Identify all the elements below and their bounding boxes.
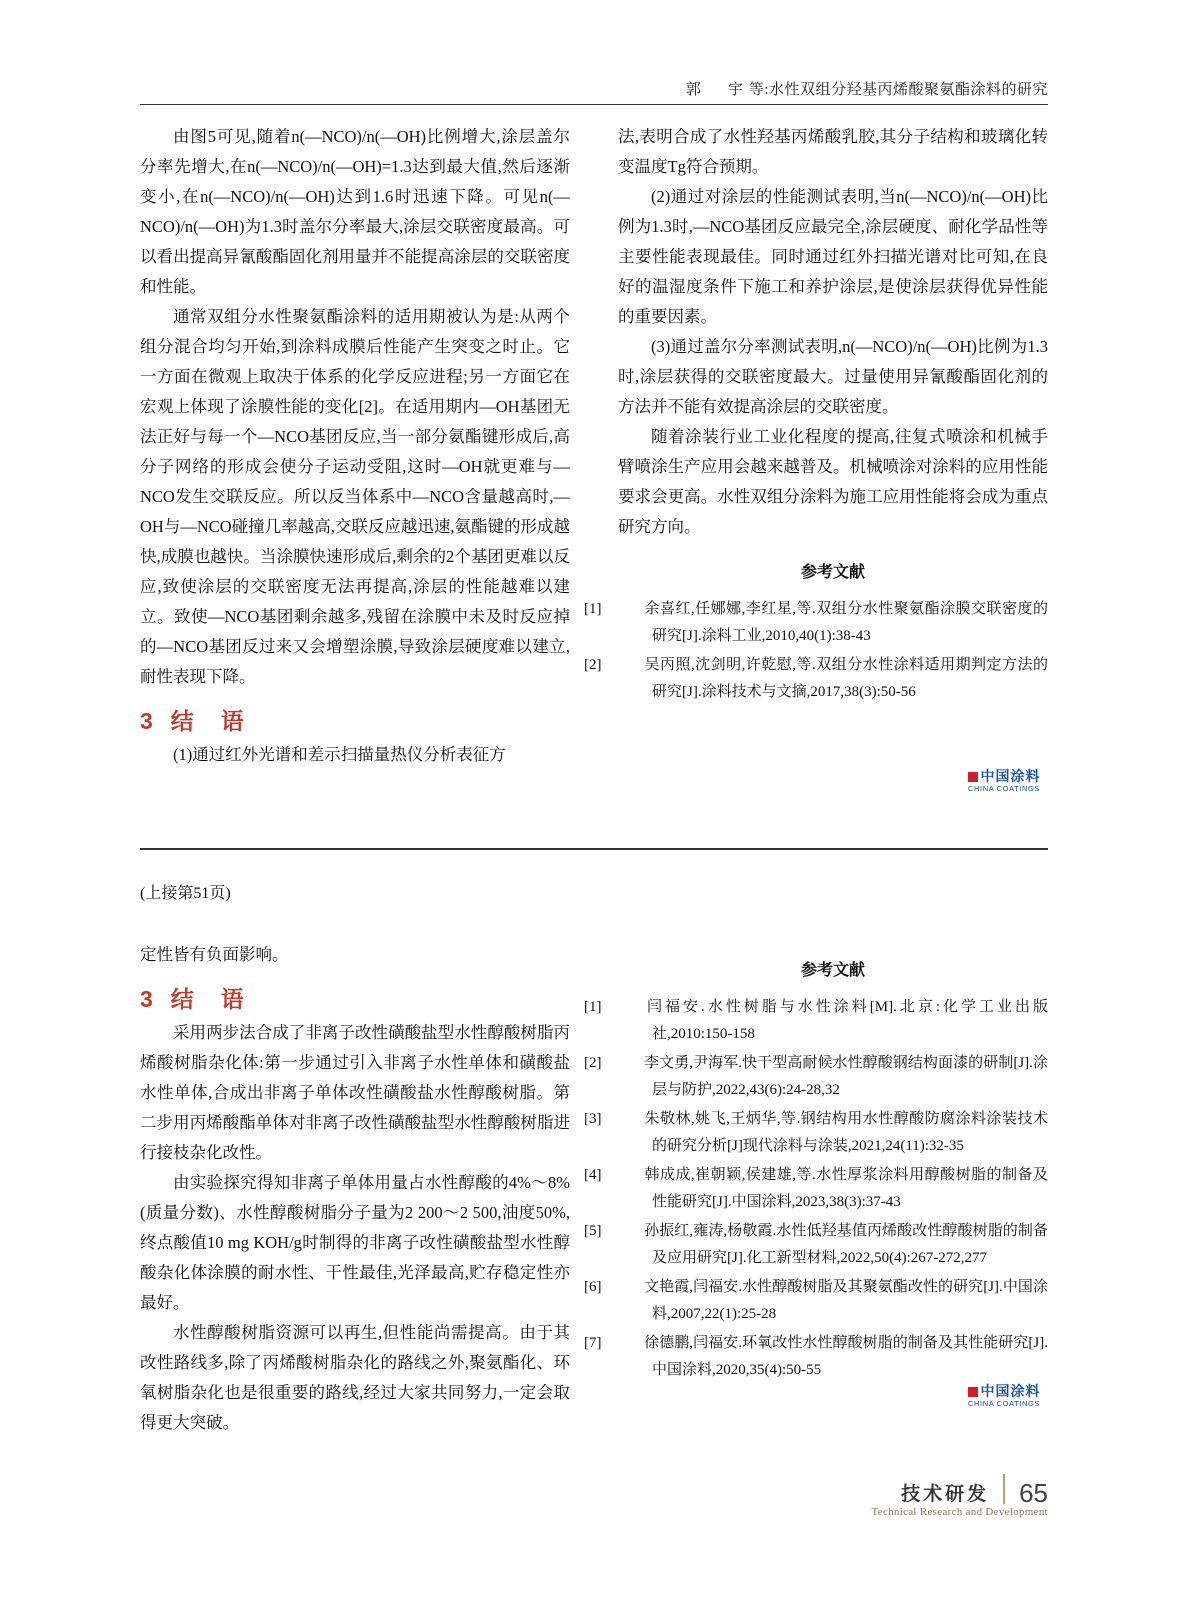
china-coatings-logo [960, 1383, 1048, 1413]
reference-text: 徐德鹏,闫福安.环氧改性水性醇酸树脂的制备及其性能研究[J].中国涂料,2020,35(4):50-55 [644, 1335, 1048, 1378]
paragraph: 定性皆有负面影响。 [140, 945, 289, 964]
reference-item [584, 1218, 1048, 1272]
logo-en-text: CHINA COATINGS [967, 784, 1041, 793]
paragraph: (3)通过盖尔分率测试表明,n(—NCO)/n(—OH)比例为1.3时,涂层获得的交联密度最大。过量使用异氰酸酯固化剂的方法并不能有效提高涂层的交联密度。 [618, 337, 1048, 416]
continuation-note: (上接第51页) [140, 885, 231, 902]
reference-item [584, 1274, 1048, 1328]
reference-tag: [3] [584, 1111, 602, 1127]
logo-cn-text: 中国涂料 [960, 768, 1048, 784]
footer-section-en: Technical Research and Development [871, 1506, 1048, 1518]
page-number: 65 [1019, 1478, 1048, 1508]
section-title: 结 语 [170, 986, 246, 1012]
section-number: 3 [140, 986, 155, 1012]
reference-item [584, 994, 1048, 1048]
logo-en-text: CHINA COATINGS [967, 1399, 1041, 1408]
reference-tag: [1] [584, 601, 602, 617]
paragraph: 法,表明合成了水性羟基丙烯酸乳胶,其分子结构和玻璃化转变温度Tg符合预期。 [618, 127, 1048, 176]
paragraph: 水性醇酸树脂资源可以再生,但性能尚需提高。由于其改性路线多,除了丙烯酸树脂杂化的路线之外,聚氨酯化、环氧树脂杂化也是很重要的路线,经过大家共同努力,一定会取得更大突破。 [140, 1323, 570, 1432]
reference-item [584, 1330, 1048, 1384]
reference-tag: [2] [584, 1055, 602, 1071]
article-2-right-column [584, 940, 1048, 1386]
reference-text: 闫福安.水性树脂与水性涂料[M].北京:化学工业出版社,2010:150-158 [644, 999, 1048, 1042]
article-divider-rule [140, 848, 1048, 850]
logo-cn-text: 中国涂料 [960, 1383, 1048, 1399]
paragraph: 通常双组分水性聚氨酯涂料的适用期被认为是:从两个组分混合均匀开始,到涂料成膜后性能产生突变之时止。它一方面在微观上取决于体系的化学反应进程;另一方面它在宏观上体现了涂膜性能的变化[2]。在适用期内—OH基团无法正好与每一个—NCO基团反应,当一部分氨酯键形成后,高分子网络的形成会使分子运动受阻,这时—OH就更难与—NCO发生交联反应。所以反当体系中—NCO含量越高时,—OH与—NCO碰撞几率越高,交联反应越迅速,氨酯键的形成越快,成膜也越快。当涂膜快速形成后,剩余的2个基团更难以反应,致使涂层的交联密度无法再提高,涂层的性能越难以建立。致使—NCO基团剩余越多,残留在涂膜中未及时反应掉的—NCO基团反过来又会增塑涂膜,导致涂层硬度难以建立,耐性表现下降。 [140, 307, 570, 686]
section-title: 结 语 [170, 708, 246, 734]
paragraph: (1)通过红外光谱和差示扫描量热仪分析表征方 [173, 745, 506, 764]
reference-tag: [2] [584, 657, 602, 673]
page-footer [872, 1474, 1049, 1518]
logo-red-bar-icon [968, 1387, 978, 1397]
reference-text: 韩成成,崔朝颖,侯建雄,等.水性厚浆涂料用醇酸树脂的制备及性能研究[J].中国涂料,2023,38(3):37-43 [644, 1167, 1048, 1210]
references-title: 参考文献 [800, 564, 865, 581]
paragraph: 采用两步法合成了非离子改性磺酸盐型水性醇酸树脂丙烯酸树脂杂化体:第一步通过引入非离子水性单体和磺酸盐水性单体,合成出非离子单体改性磺酸盐水性醇酸树脂。第二步用丙烯酸酯单体对非离子改性磺酸盐型水性醇酸树脂进行接枝杂化改性。 [140, 1023, 570, 1162]
article-1-left-column [140, 122, 570, 770]
reference-tag: [4] [584, 1167, 602, 1183]
logo-red-bar-icon [968, 772, 978, 782]
reference-text: 文艳霞,闫福安.水性醇酸树脂及其聚氨酯改性的研究[J].中国涂料,2007,22(1):25-28 [644, 1279, 1048, 1322]
article-1-right-column [584, 122, 1048, 708]
reference-item [584, 652, 1048, 706]
footer-title-row [872, 1474, 1049, 1506]
reference-tag: [6] [584, 1279, 602, 1295]
footer-en-row [872, 1506, 1049, 1518]
reference-text: 李文勇,尹海军.快干型高耐候水性醇酸钢结构面漆的研制[J].涂层与防护,2022,43(6):24-28,32 [644, 1055, 1048, 1098]
paragraph: 由图5可见,随着n(—NCO)/n(—OH)比例增大,涂层盖尔分率先增大,在n(—NCO)/n(—OH)=1.3达到最大值,然后逐渐变小,在n(—NCO)/n(—OH)达到1.6时迅速下降。可见n(—NCO)/n(—OH)为1.3时盖尔分率最大,涂层交联密度最高。可以看出提高异氰酸酯固化剂用量并不能提高涂层的交联密度和性能。 [140, 127, 570, 296]
header-rule [140, 104, 1048, 105]
reference-tag: [1] [584, 999, 602, 1015]
paragraph: 由实验探究得知非离子单体用量占水性醇酸的4%～8%(质量分数)、水性醇酸树脂分子量为2 200～2 500,油度50%,终点酸值10 mg KOH/g时制得的非离子改性磺酸盐型水性醇酸杂化体涂膜的耐水性、干性最佳,光泽最高,贮存稳定性亦最好。 [140, 1173, 570, 1312]
reference-item [584, 1162, 1048, 1216]
china-coatings-logo [960, 768, 1048, 798]
reference-text: 朱敬林,姚飞,王炳华,等.钢结构用水性醇酸防腐涂料涂装技术的研究分析[J]现代涂料与涂装,2021,24(11):32-35 [644, 1111, 1048, 1154]
reference-tag: [5] [584, 1223, 602, 1239]
references-title: 参考文献 [800, 962, 865, 979]
footer-divider [1003, 1474, 1005, 1504]
reference-text: 余喜红,任娜娜,李红星,等.双组分水性聚氨酯涂膜交联密度的研究[J].涂料工业,2010,40(1):38-43 [644, 601, 1048, 644]
running-head-title: 等:水性双组分羟基丙烯酸聚氨酯涂料的研究 [748, 82, 1048, 98]
reference-item [584, 1050, 1048, 1104]
reference-text: 孙振红,雍涛,杨敬霞.水性低羟基值丙烯酸改性醇酸树脂的制备及应用研究[J].化工新型材料,2022,50(4):267-272,277 [644, 1223, 1048, 1266]
reference-item [584, 1106, 1048, 1160]
article-2-left-column [140, 940, 570, 1438]
reference-tag: [7] [584, 1335, 602, 1351]
paragraph: (2)通过对涂层的性能测试表明,当n(—NCO)/n(—OH)比例为1.3时,—NCO基团反应最完全,涂层硬度、耐化学品性等主要性能表现最佳。同时通过红外扫描光谱对比可知,在良好的温湿度条件下施工和养护涂层,是使涂层获得优异性能的重要因素。 [618, 187, 1048, 326]
running-head [140, 78, 1048, 99]
running-head-author: 郭 宇 [685, 82, 749, 98]
reference-text: 吴丙照,沈剑明,许乾慰,等.双组分水性涂料适用期判定方法的研究[J].涂料技术与文摘,2017,38(3):50-56 [644, 657, 1048, 700]
footer-section-cn: 技术研发 [901, 1484, 990, 1505]
reference-item [584, 596, 1048, 650]
footer-cn-block [901, 1479, 989, 1506]
section-heading-conclusion [140, 706, 570, 736]
section-heading-conclusion [140, 984, 570, 1014]
paragraph: 随着涂装行业工业化程度的提高,往复式喷涂和机械手臂喷涂生产应用会越来越普及。机械喷涂对涂料的应用性能要求会更高。水性双组分涂料为施工应用性能将会成为重点研究方向。 [618, 427, 1048, 536]
section-number: 3 [140, 708, 155, 734]
